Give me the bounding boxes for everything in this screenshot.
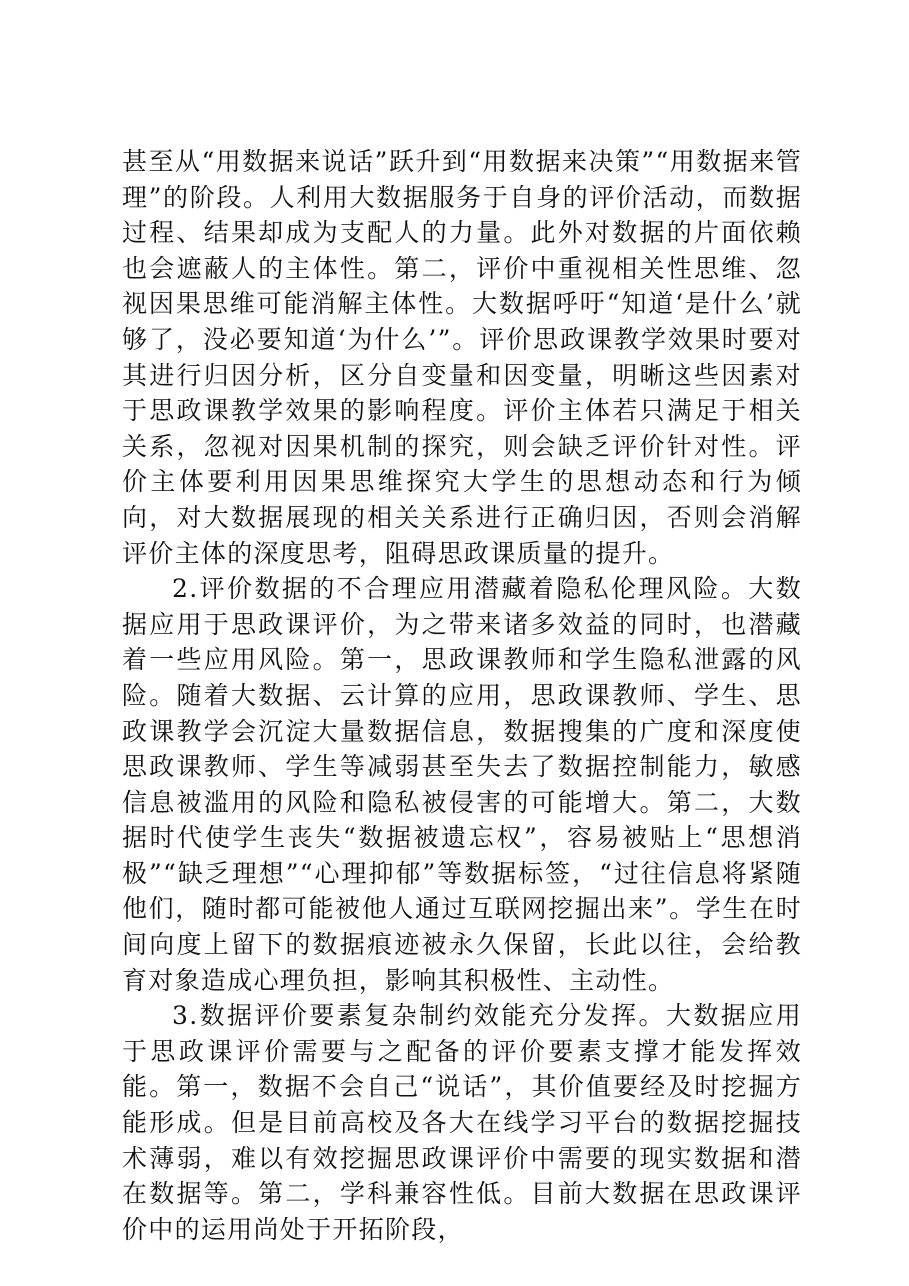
document-body [122, 144, 802, 1247]
paragraph-3: 3.数据评价要素复杂制约效能充分发挥。大数据应用于思政课评价需要与之配备的评价要素支撑才能发挥效能。第一，数据不会自己“说话”，其价值要经及时挖掘方能形成。但是目前高校及各大在线学习平台的数据挖掘技术薄弱，难以有效挖掘思政课评价中需要的现实数据和潜在数据等。第二，学科兼容性低。目前大数据在思政课评价中的运用尚处于开拓阶段， [122, 1001, 802, 1244]
paragraph-1: 甚至从“用数据来说话”跃升到“用数据来决策”“用数据来管理”的阶段。人利用大数据服务于自身的评价活动，而数据过程、结果却成为支配人的力量。此外对数据的片面依赖也会遮蔽人的主体性。第二，评价中重视相关性思维、忽视因果思维可能消解主体性。大数据呼吁“知道‘是什么’就够了，没必要知道‘为什么’”。评价思政课教学效果时要对其进行归因分析，区分自变量和因变量，明晰这些因素对于思政课教学效果的影响程度。评价主体若只满足于相关关系，忽视对因果机制的探究，则会缺乏评价针对性。评价主体要利用因果思维探究大学生的思想动态和行为倾向，对大数据展现的相关关系进行正确归因，否则会消解评价主体的深度思考，阻碍思政课质量的提升。 [122, 147, 802, 568]
paragraph-2: 2.评价数据的不合理应用潜藏着隐私伦理风险。大数据应用于思政课评价，为之带来诸多效益的同时，也潜藏着一些应用风险。第一，思政课教师和学生隐私泄露的风险。随着大数据、云计算的应用，思政课教师、学生、思政课教学会沉淀大量数据信息，数据搜集的广度和深度使思政课教师、学生等减弱甚至失去了数据控制能力，敏感信息被滥用的风险和隐私被侵害的可能增大。第二，大数据时代使学生丧失“数据被遗忘权”，容易被贴上“思想消极”“缺乏理想”“心理抑郁”等数据标签，“过往信息将紧随他们，随时都可能被他人通过互联网挖掘出来”。学生在时间向度上留下的数据痕迹被永久保留，长此以往，会给教育对象造成心理负担，影响其积极性、主动性。 [122, 574, 802, 995]
